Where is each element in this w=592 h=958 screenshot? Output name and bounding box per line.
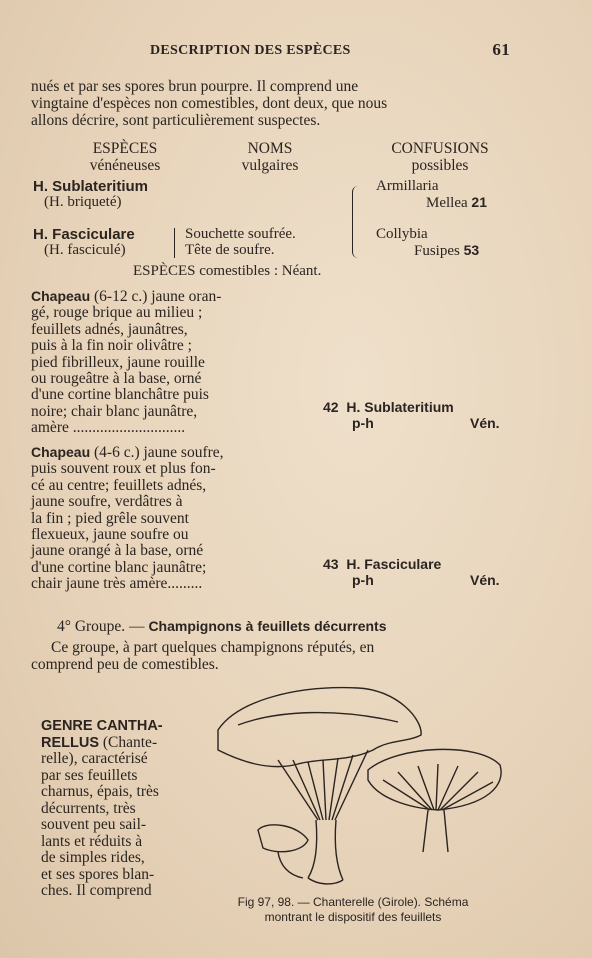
genre-line: ches. Il comprend xyxy=(41,882,152,899)
genre-title: RELLUS xyxy=(41,734,99,751)
species-name: H. Sublateritium xyxy=(33,178,149,195)
description-text: (6-12 c.) jaune oran- xyxy=(90,288,222,305)
header-title: DESCRIPTION DES ESPÈCES xyxy=(150,43,351,58)
group-paragraph xyxy=(31,639,507,673)
description-line: cé au centre; feuillets adnés, xyxy=(31,476,207,494)
cross-section-stem xyxy=(423,810,448,852)
figure-caption xyxy=(198,895,508,925)
description-lead: Chapeau xyxy=(31,288,91,304)
chanterelle-illustration xyxy=(208,680,508,892)
description-line: d'une cortine blanchâtre puis xyxy=(31,386,209,404)
brace-symbol xyxy=(352,186,363,258)
confusion-species xyxy=(426,194,487,212)
confusion-genus: Armillaria xyxy=(376,178,439,194)
genre-line: lants et réduits à xyxy=(41,832,143,850)
group-line: comprend peu de comestibles. xyxy=(31,656,219,673)
species-name: H. Fasciculare xyxy=(33,226,135,243)
column-header-line: possibles xyxy=(411,157,469,174)
genre-line: souvent peu sail- xyxy=(41,816,147,833)
description-line: puis à la fin noir olivâtre ; xyxy=(31,337,192,355)
reference-tag: Vén. xyxy=(470,415,500,431)
column-divider xyxy=(174,228,175,258)
column-header-line: vulgaires xyxy=(241,157,299,174)
genre-paragraph xyxy=(41,718,187,900)
description-line: puis souvent roux et plus fon- xyxy=(31,460,216,478)
group-label: 4° Groupe. — xyxy=(57,618,145,635)
vulgar-name: Souchette soufrée. xyxy=(185,226,296,242)
column-header-noms xyxy=(200,140,340,174)
species-reference xyxy=(323,399,454,416)
description-lead: Chapeau xyxy=(31,444,91,460)
description-line xyxy=(31,288,293,305)
description-line: chair jaune très amère......... xyxy=(31,575,203,593)
description-line: d'une cortine blanc jaunâtre; xyxy=(31,558,207,576)
group-title: Champignons à feuillets décurrents xyxy=(148,618,387,634)
confusion-number: 21 xyxy=(471,194,487,210)
genre-line: de simples rides, xyxy=(41,849,145,866)
column-header-line: ESPÈCES xyxy=(92,140,158,157)
caption-line: montrant le dispositif des feuillets xyxy=(264,910,442,924)
description-line: amère ............................. xyxy=(31,419,186,437)
reference-species: H. Fasciculare xyxy=(346,556,442,572)
confusion-species xyxy=(414,242,479,260)
species-alt-name: (H. briqueté) xyxy=(44,194,122,210)
column-header-especes xyxy=(50,140,200,174)
genre-text: (Chante- xyxy=(99,733,158,751)
description-line: jaune soufre, verdâtres à xyxy=(31,493,183,511)
intro-line: nués et par ses spores brun pourpre. Il comprend une xyxy=(31,78,359,95)
comestibles-note: ESPÈCES comestibles : Néant. xyxy=(133,263,322,279)
cap-rim xyxy=(238,713,398,725)
description-block xyxy=(31,288,293,437)
description-line: flexueux, jaune soufre ou xyxy=(31,526,189,544)
group-line: Ce groupe, à part quelques champignons réputés, en xyxy=(51,639,375,656)
group-heading xyxy=(57,618,387,635)
reference-ph: p-h xyxy=(352,415,374,431)
mushroom-cap-outline xyxy=(218,688,421,767)
genre-title: GENRE CANTHA- xyxy=(41,718,163,734)
reference-number: 43 xyxy=(323,556,339,572)
confusion-species-name: Mellea xyxy=(426,195,468,211)
caption-line: Fig 97, 98. — Chanterelle (Girole). Schéma xyxy=(237,895,469,909)
description-text: (4-6 c.) jaune soufre, xyxy=(90,444,224,461)
description-block xyxy=(31,444,293,593)
gill-lines xyxy=(278,750,368,820)
column-header-confusions xyxy=(370,140,510,174)
confusion-number: 53 xyxy=(463,242,480,258)
genre-line: relle), caractérisé xyxy=(41,750,148,767)
species-reference xyxy=(323,556,441,573)
genre-line: charnus, épais, très xyxy=(41,783,159,800)
reference-tag: Vén. xyxy=(470,572,500,588)
genre-line: et ses spores blan- xyxy=(41,865,155,883)
species-alt-name: (H. fasciculé) xyxy=(44,242,126,258)
intro-line: allons décrire, sont particulièrement suspectes. xyxy=(31,112,321,129)
description-line: noire; chair blanc jaunâtre, xyxy=(31,402,198,420)
column-header-line: vénéneuses xyxy=(89,157,161,174)
genre-line xyxy=(41,735,187,752)
vulgar-name: Tête de soufre. xyxy=(185,242,275,258)
column-header-line: NOMS xyxy=(247,140,293,157)
description-line: gé, rouge brique au milieu ; xyxy=(31,304,203,322)
intro-paragraph xyxy=(31,78,507,129)
description-line: feuillets adnés, jaunâtres, xyxy=(31,320,188,338)
reference-species: H. Sublateritium xyxy=(346,399,454,415)
genre-line: par ses feuillets xyxy=(41,766,138,784)
stem-base xyxy=(308,878,343,884)
page-number: 61 xyxy=(492,40,510,59)
description-line: pied fibrilleux, jaune rouille xyxy=(31,353,205,371)
running-header xyxy=(150,40,510,59)
description-line: la fin ; pied grêle souvent xyxy=(31,509,189,527)
column-header-line: CONFUSIONS xyxy=(391,140,489,157)
reference-ph: p-h xyxy=(352,572,374,588)
mushroom-stem xyxy=(308,820,343,880)
confusion-genus: Collybia xyxy=(376,226,428,242)
intro-line: vingtaine d'espèces non comestibles, dont deux, que nous xyxy=(31,95,388,112)
description-line xyxy=(31,444,293,461)
reference-number: 42 xyxy=(323,399,339,415)
small-mushroom xyxy=(258,825,308,878)
confusion-species-name: Fusipes xyxy=(414,243,460,259)
description-line: jaune orangé à la base, orné xyxy=(31,542,204,560)
genre-line: décurrents, très xyxy=(41,799,136,817)
description-line: ou rougeâtre à la base, orné xyxy=(31,370,202,388)
cross-section-cap xyxy=(368,749,501,810)
